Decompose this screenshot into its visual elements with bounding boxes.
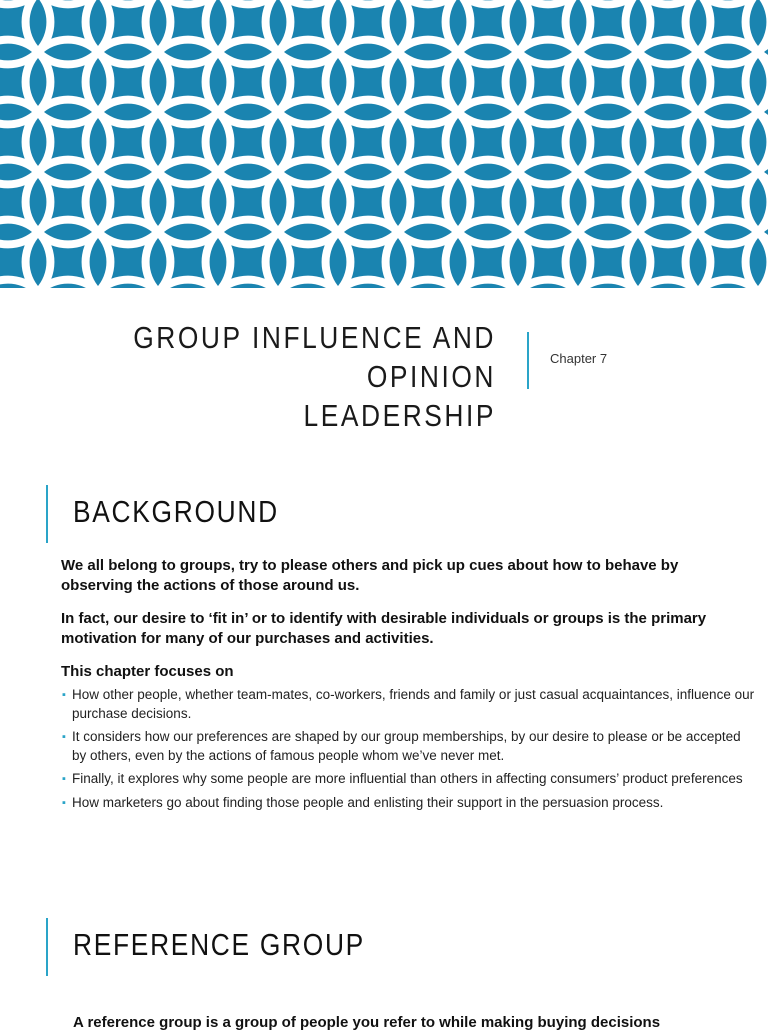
- reference-group-slide: [0, 853, 768, 1031]
- list-item-text: It considers how our preferences are shaped by our group memberships, by our desire to please or be accepted by others, even by the actions of famous people whom we’ve never met.: [72, 729, 741, 763]
- background-slide: [0, 453, 768, 853]
- paragraph: This chapter focuses on: [61, 663, 234, 680]
- list-item: [61, 728, 755, 765]
- paragraph: A reference group is a group of people you refer to while making buying decisions: [73, 1014, 661, 1031]
- bullet-list: [61, 686, 755, 817]
- list-item-text: How other people, whether team-mates, co-workers, friends and family or just casual acquaintances, influence our purchase decisions.: [72, 687, 755, 721]
- title-line-1: GROUP INFLUENCE AND OPINION: [133, 320, 496, 394]
- title-line-2: LEADERSHIP: [303, 398, 496, 433]
- heading-accent-bar: [46, 918, 48, 976]
- section-heading: BACKGROUND: [73, 494, 279, 529]
- paragraph: We all belong to groups, try to please others and pick up cues about how to behave by observing the actions of those around us.: [61, 557, 679, 594]
- list-item-text: Finally, it explores why some people are more influential than others in affecting consumers’ product preferences: [72, 771, 743, 786]
- bullet-icon: ▪: [62, 731, 66, 743]
- title-divider: [527, 332, 529, 389]
- circle-pattern: [0, 0, 768, 288]
- slide-subtitle: Chapter 7: [550, 351, 608, 366]
- list-item-text: How marketers go about finding those people and enlisting their support in the persuasion process.: [72, 794, 664, 810]
- list-item: [61, 770, 755, 789]
- bullet-icon: ▪: [62, 689, 66, 701]
- list-item: [61, 794, 755, 813]
- paragraph: In fact, our desire to ‘fit in’ or to identify with desirable individuals or groups is the primary motivation for many of our purchases and activities.: [61, 610, 707, 647]
- slide-title: [105, 318, 496, 435]
- heading-accent-bar: [46, 485, 48, 543]
- list-item: [61, 686, 755, 723]
- title-slide: [0, 288, 768, 453]
- bullet-icon: ▪: [62, 773, 66, 785]
- decorative-banner: [0, 0, 768, 288]
- section-heading: REFERENCE GROUP: [73, 927, 365, 962]
- bullet-icon: ▪: [62, 796, 66, 809]
